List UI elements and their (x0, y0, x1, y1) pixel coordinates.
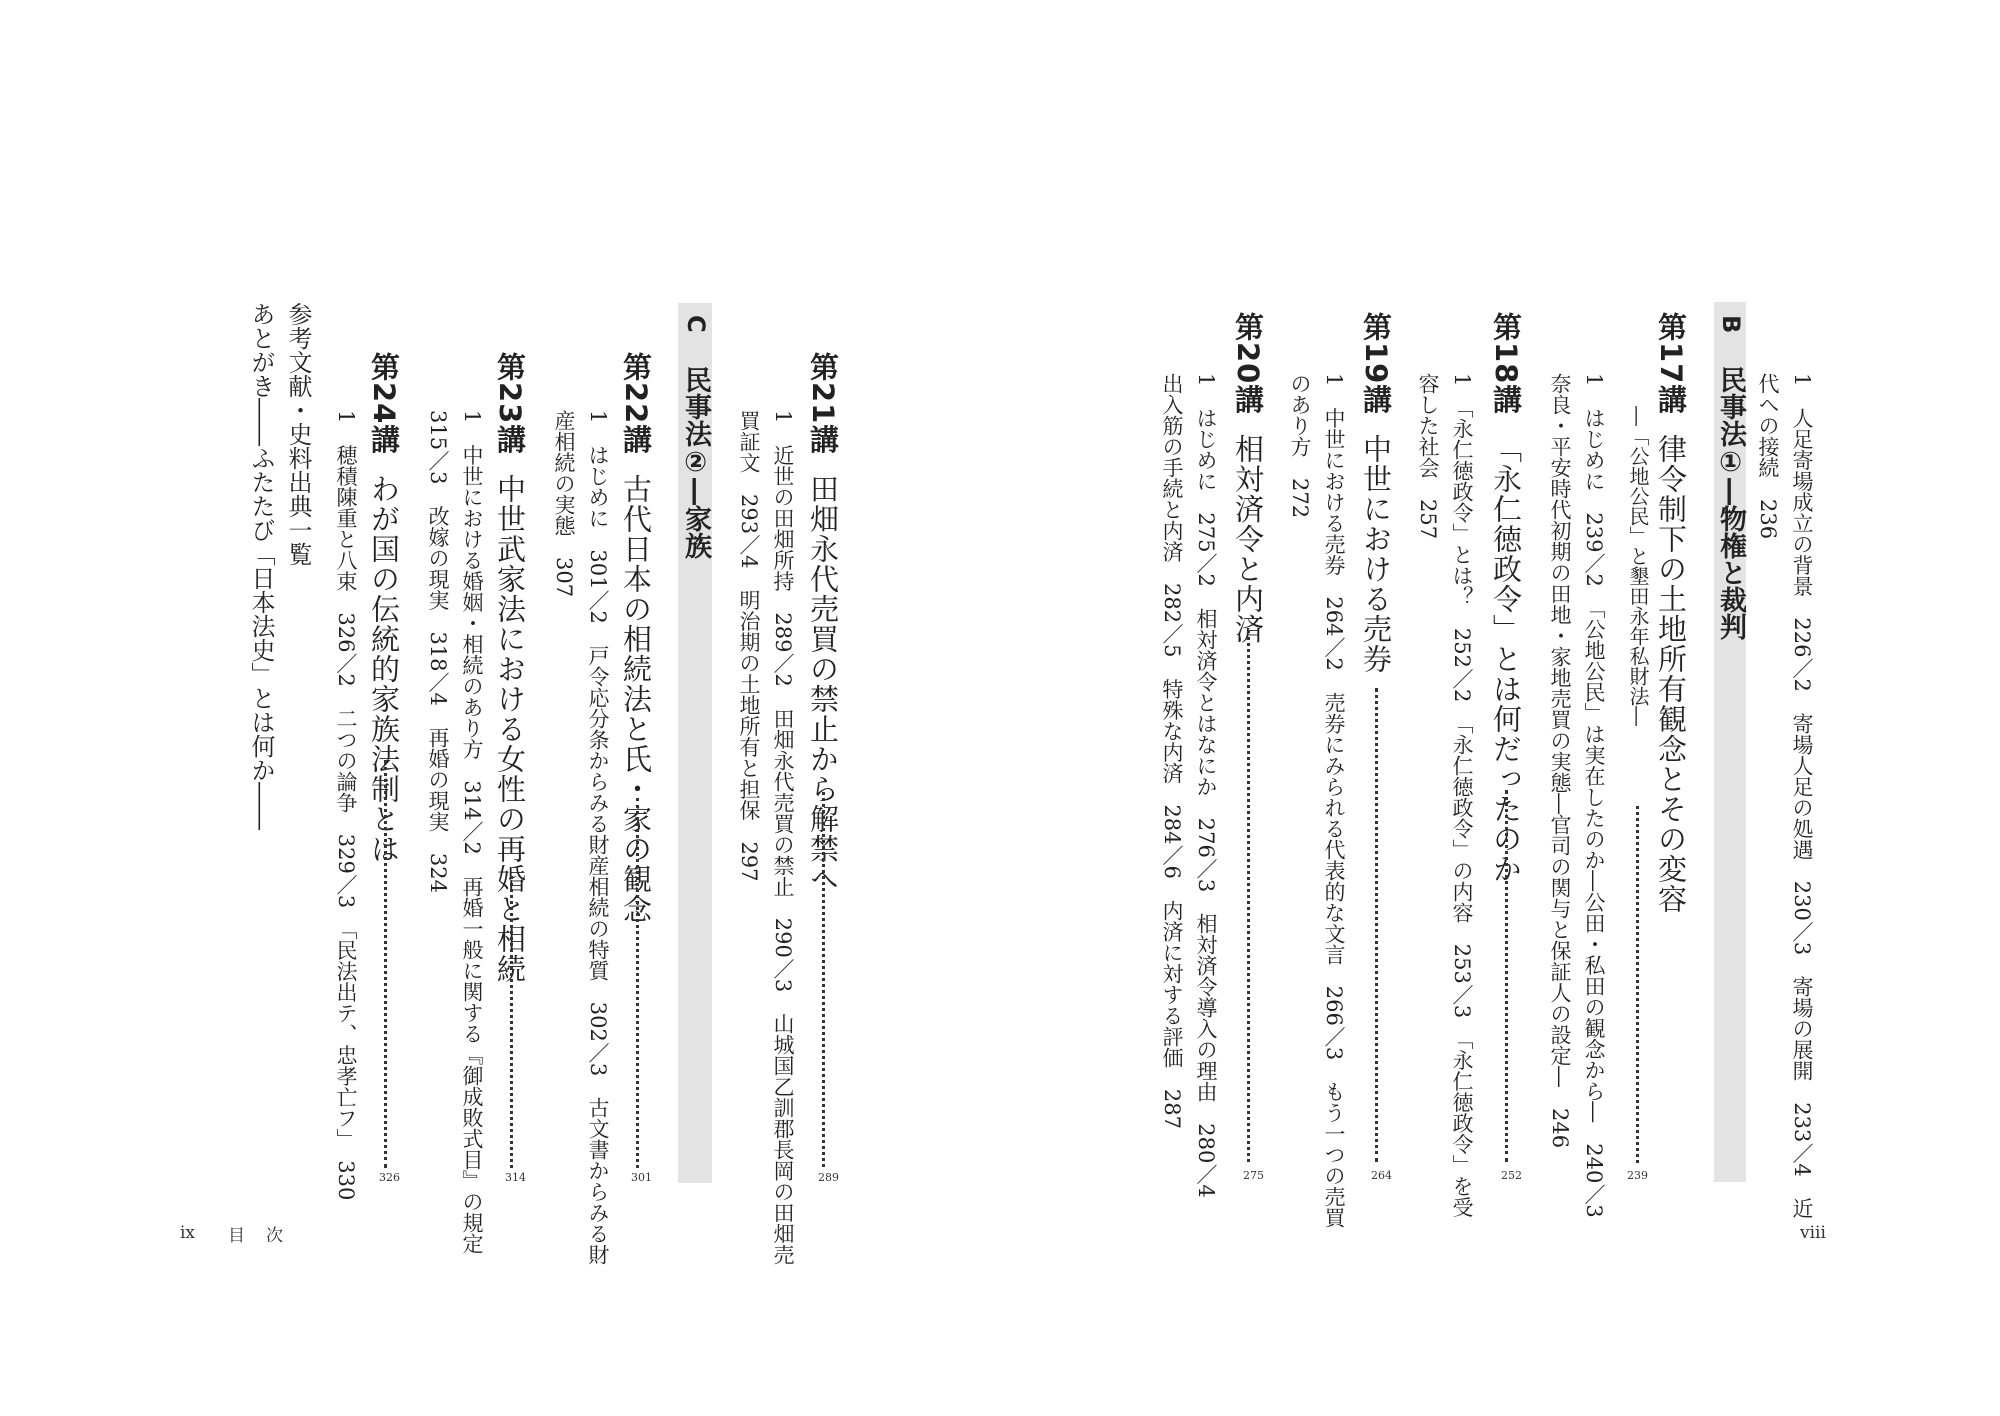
lecture-22-title: 古代日本の相続法と氏・家の観念 (619, 474, 653, 925)
lecture-22-sections-line-2: 産相続の実態 307 (552, 410, 576, 598)
lecture-23-number: 第23講 (493, 352, 527, 455)
lecture-22-sections-line-1: 1 はじめに 301／2 戸令応分条からみる財産相続の特質 302／3 古文書からみる財 (586, 410, 610, 1266)
lecture-17-sections-line-2: 奈良・平安時代初期の田地・家地売買の実態―官司の関与と保証人の設定― 246 (1548, 373, 1572, 1149)
carryover-line-1: 1 人足寄場成立の背景 226／2 寄場人足の処遇 230／3 寄場の展開 233／4 近 (1790, 373, 1814, 1219)
part-b-title: 民事法①―物権と裁判 (1715, 366, 1746, 640)
lecture-19-number: 第19講 (1359, 312, 1393, 415)
lecture-23-sections-line-1: 1 中世における婚姻・相続のあり方 314／2 再婚一般に関する『御成敗式目』の規定 (460, 410, 484, 1254)
lecture-18-title: 「永仁徳政令」とは何だったのか (1489, 434, 1523, 885)
lecture-19-sections-line-1: 1 中世における売券 264／2 売券にみられる代表的な文言 266／3 もう一つの売買 (1322, 373, 1346, 1229)
part-c-bar (678, 303, 712, 1183)
lecture-18-number: 第18講 (1489, 312, 1523, 415)
lecture-24-title: わが国の伝統的家族法制とは (367, 474, 401, 865)
lecture-20-sections-line-2: 出入筋の手続と内済 282／5 特殊な内済 284／6 内済に対する評価 287 (1160, 373, 1184, 1129)
lecture-22-number: 第22講 (619, 352, 653, 455)
lecture-23-title: 中世武家法における女性の再婚と相続 (493, 474, 527, 985)
lecture-20-page: 275 (1243, 1169, 1264, 1182)
lecture-23-page: 314 (505, 1171, 526, 1184)
lecture-18-leader (1505, 790, 1508, 1162)
lecture-21-leader (822, 792, 825, 1167)
lecture-23-leader (510, 876, 513, 1168)
lecture-18-page: 252 (1501, 1169, 1522, 1182)
lecture-17-title: 律令制下の土地所有観念とその変容 (1654, 434, 1688, 915)
lecture-19-page: 264 (1371, 1169, 1392, 1182)
part-c-title: 民事法②―家族 (680, 366, 711, 559)
lecture-17-number: 第17講 (1654, 312, 1688, 415)
endmatter-afterword: あとがき――ふたたび「日本法史」とは何か―― (247, 302, 275, 830)
lecture-22-page: 301 (631, 1171, 652, 1184)
lecture-23-sections-line-2: 315／3 改嫁の現実 318／4 再婚の現実 324 (426, 410, 450, 893)
lecture-18-sections-line-2: 容した社会 257 (1416, 373, 1440, 540)
lecture-19-leader (1375, 688, 1378, 1162)
lecture-19-title: 中世における売券 (1359, 434, 1393, 675)
lecture-20-leader (1247, 630, 1250, 1162)
part-b-bar (1714, 302, 1746, 1182)
lecture-21-page: 289 (818, 1171, 839, 1184)
lecture-24-page: 326 (379, 1171, 400, 1184)
lecture-17-page: 239 (1627, 1169, 1648, 1182)
part-b-letter: B (1717, 315, 1745, 334)
lecture-17-heading (1654, 312, 1688, 915)
lecture-19-sections-line-2: のあり方 272 (1288, 373, 1312, 519)
lecture-21-title: 田畑永代売買の禁止から解禁へ (806, 474, 840, 895)
endmatter-references: 参考文献・史料出典一覧 (284, 302, 312, 566)
left-page-folio-number: ix (180, 1223, 196, 1243)
lecture-24-sections-line-1: 1 穂積陳重と八束 326／2 二つの論争 329／3 「民法出テ、忠孝亡フ」 330 (334, 410, 358, 1201)
right-page-folio: viii (1800, 1223, 1826, 1243)
lecture-20-number: 第20講 (1231, 312, 1265, 415)
lecture-20-sections-line-1: 1 はじめに 275／2 相対済令とはなにか 276／3 相対済令導入の理由 280／4 (1194, 373, 1218, 1198)
lecture-19-heading (1359, 312, 1393, 675)
carryover-line-2: 代への接続 236 (1756, 373, 1780, 540)
lecture-21-sections-line-1: 1 近世の田畑所持 289／2 田畑永代売買の禁止 290／3 山城国乙訓郡長岡の田畑売 (771, 410, 795, 1266)
lecture-17-leader (1636, 806, 1639, 1163)
lecture-22-leader (636, 798, 639, 1168)
lecture-21-number: 第21講 (806, 352, 840, 455)
part-c-letter: C (682, 315, 710, 333)
lecture-20-heading (1231, 312, 1265, 645)
lecture-18-sections-line-1: 1 「永仁徳政令」とは？ 252／2 「永仁徳政令」の内容 253／3 「永仁徳政令」を受 (1450, 373, 1474, 1218)
lecture-20-title: 相対済令と内済 (1231, 434, 1265, 645)
left-page-folio-label: 目 次 (228, 1226, 285, 1246)
lecture-17-sections-line-1: 1 はじめに 239／2 「公地公民」は実在したのか―公田・私田の観念から― 240／3 (1582, 373, 1606, 1218)
lecture-17-subtitle: ―「公地公民」と墾田永年私財法― (1626, 406, 1650, 726)
lecture-21-sections-line-2: 買証文 293／4 明治期の土地所有と担保 297 (737, 410, 761, 882)
lecture-24-number: 第24講 (367, 352, 401, 455)
lecture-24-leader (384, 760, 387, 1168)
